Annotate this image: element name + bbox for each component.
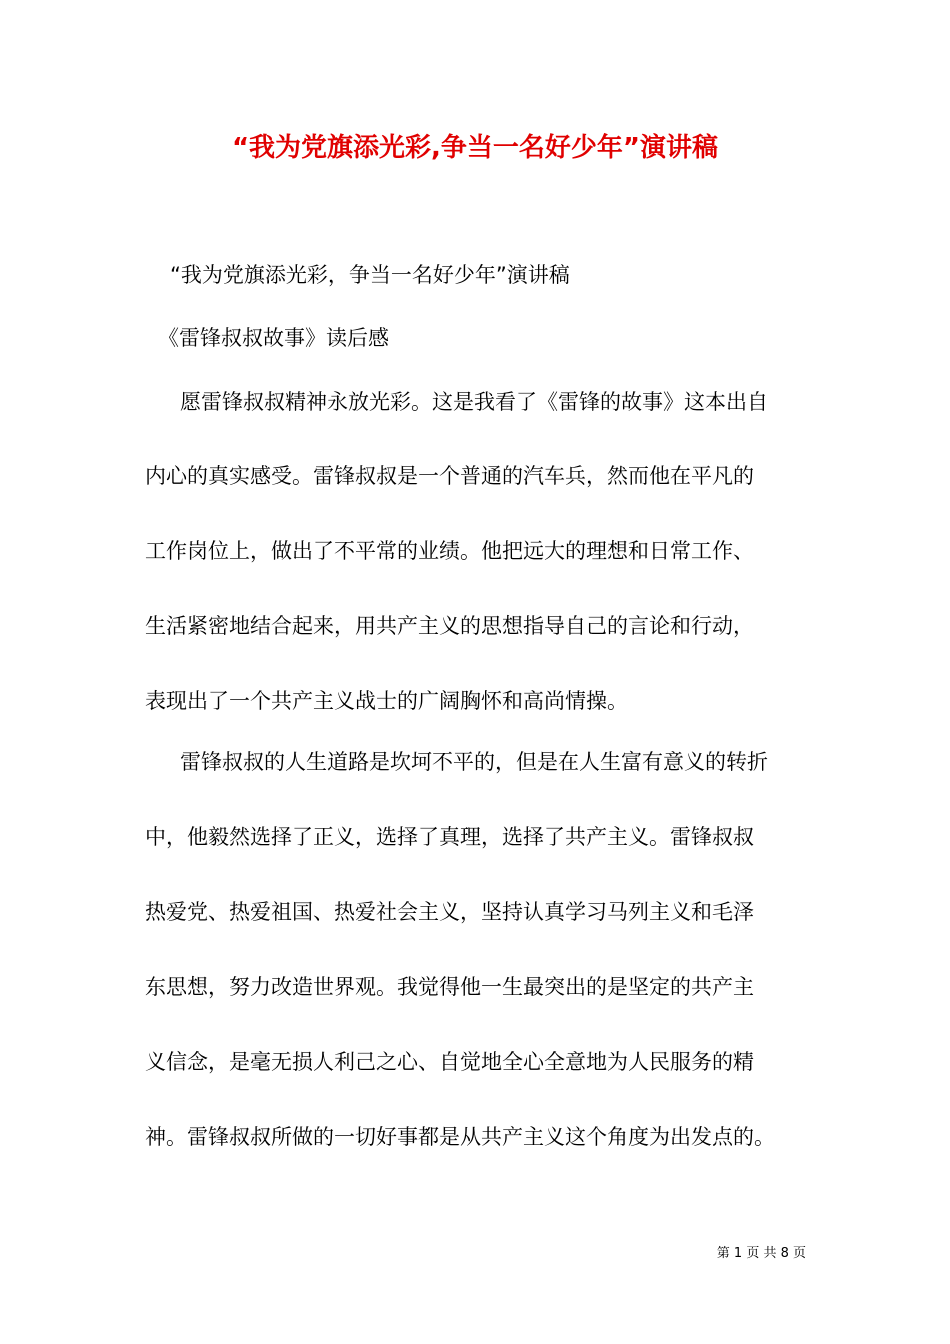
paragraph-1-line-4: 生活紧密地结合起来，用共产主义的思想指导自己的言论和行动， bbox=[145, 614, 754, 638]
paragraph-1-line-5: 表现出了一个共产主义战士的广阔胸怀和高尚情操。 bbox=[145, 689, 628, 713]
paragraph-2-line-4: 东思想，努力改造世界观。我觉得他一生最突出的是坚定的共产主 bbox=[145, 975, 754, 999]
paragraph-2-line-5: 义信念，是毫无损人利己之心、自觉地全心全意地为人民服务的精 bbox=[145, 1050, 754, 1074]
document-title: “我为党旗添光彩,争当一名好少年”演讲稿 bbox=[231, 133, 719, 163]
paragraph-2-line-3: 热爱党、热爱祖国、热爱社会主义，坚持认真学习马列主义和毛泽 bbox=[145, 900, 754, 924]
book-title-line: 《雷锋叔叔故事》读后感 bbox=[158, 326, 389, 350]
paragraph-1-line-3: 工作岗位上，做出了不平常的业绩。他把远大的理想和日常工作、 bbox=[145, 539, 754, 563]
paragraph-2-line-6: 神。雷锋叔叔所做的一切好事都是从共产主义这个角度为出发点的。 bbox=[145, 1125, 775, 1149]
paragraph-1-line-2: 内心的真实感受。雷锋叔叔是一个普通的汽车兵，然而他在平凡的 bbox=[145, 464, 754, 488]
paragraph-1-line-1: 愿雷锋叔叔精神永放光彩。这是我看了《雷锋的故事》这本出自 bbox=[180, 390, 768, 414]
paragraph-2-line-2: 中，他毅然选择了正义，选择了真理，选择了共产主义。雷锋叔叔 bbox=[145, 825, 754, 849]
subtitle-line: “我为党旗添光彩，争当一名好少年”演讲稿 bbox=[170, 263, 570, 287]
page-number: 第 1 页 共 8 页 bbox=[716, 1246, 806, 1261]
paragraph-2-line-1: 雷锋叔叔的人生道路是坎坷不平的，但是在人生富有意义的转折 bbox=[180, 750, 768, 774]
